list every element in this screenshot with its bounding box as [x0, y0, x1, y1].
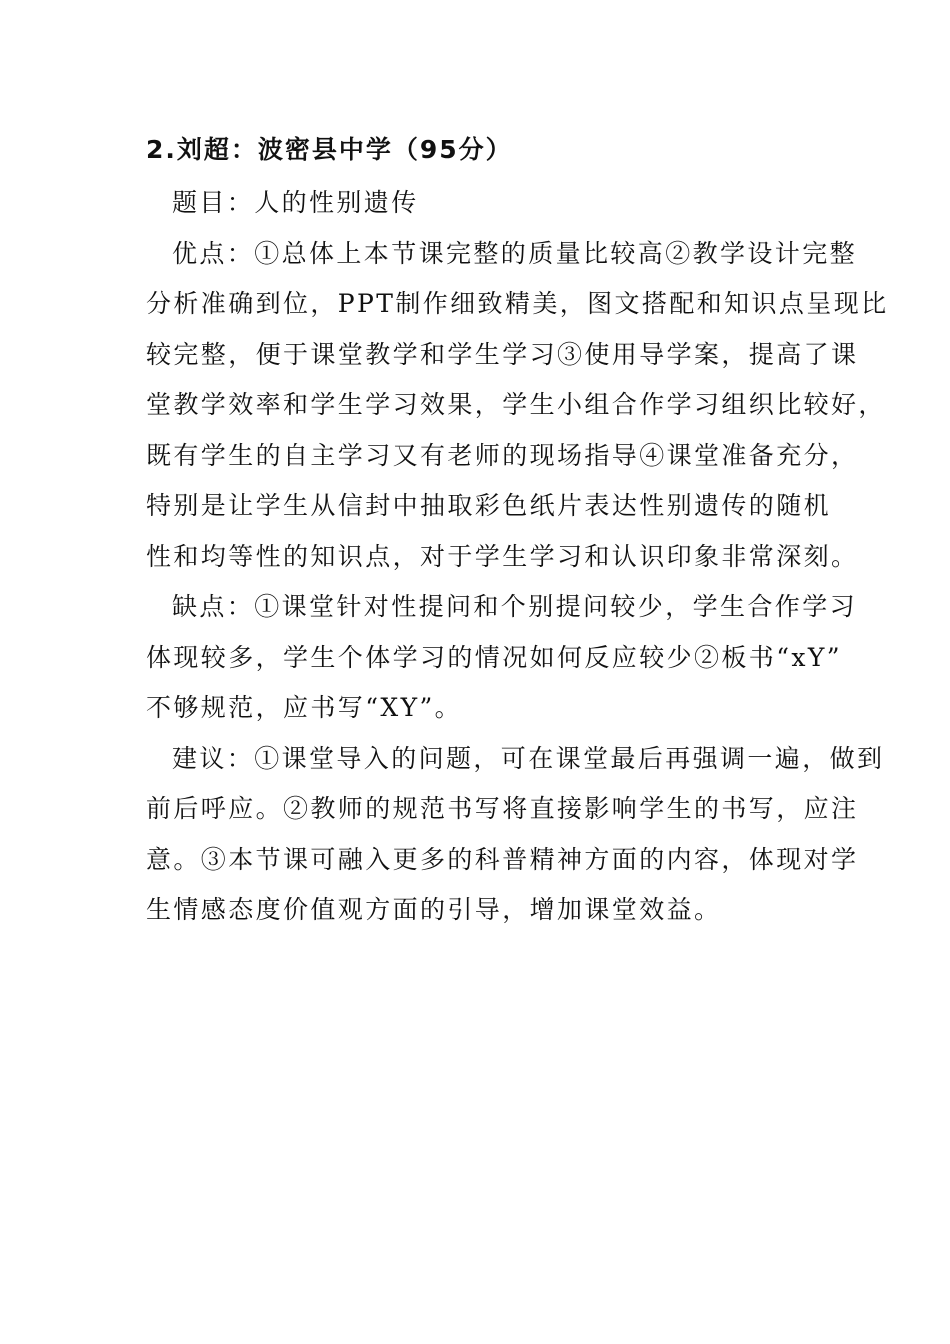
disadvantages-line: 不够规范，应书写“XY”。	[146, 693, 463, 722]
suggestions-line: 建议：①课堂导入的问题，可在课堂最后再强调一遍，做到	[172, 743, 885, 773]
advantages-paragraph	[146, 229, 889, 583]
section-heading: 2.刘超：波密县中学（95分）	[146, 135, 513, 164]
suggestions-line: 意。③本节课可融入更多的科普精神方面的内容，体现对学	[146, 844, 859, 874]
advantages-line: 特别是让学生从信封中抽取彩色纸片表达性别遗传的随机	[146, 491, 832, 520]
advantages-line: 较完整，便于课堂教学和学生学习③使用导学案，提高了课	[146, 339, 859, 369]
disadvantages-line: 缺点：①课堂针对性提问和个别提问较少，学生合作学习	[172, 592, 858, 621]
advantages-line: 性和均等性的知识点，对于学生学习和认识印象非常深刻。	[146, 541, 859, 571]
disadvantages-paragraph	[146, 582, 858, 734]
advantages-line: 分析准确到位，PPT制作细致精美，图文搭配和知识点呈现比	[146, 289, 889, 318]
suggestions-line: 生情感态度价值观方面的引导，增加课堂效益。	[146, 895, 722, 924]
suggestions-paragraph	[146, 734, 885, 936]
document-content	[146, 128, 889, 936]
suggestions-line: 前后呼应。②教师的规范书写将直接影响学生的书写，应注	[146, 794, 859, 823]
topic-line: 题目：人的性别遗传	[172, 188, 419, 217]
advantages-line: 堂教学效率和学生学习效果，学生小组合作学习组织比较好，	[146, 390, 886, 419]
advantages-line: 既有学生的自主学习又有老师的现场指导④课堂准备充分，	[146, 440, 859, 470]
advantages-line: 优点：①总体上本节课完整的质量比较高②教学设计完整	[172, 238, 858, 268]
disadvantages-line: 体现较多，学生个体学习的情况如何反应较少②板书“xY”	[146, 642, 842, 672]
